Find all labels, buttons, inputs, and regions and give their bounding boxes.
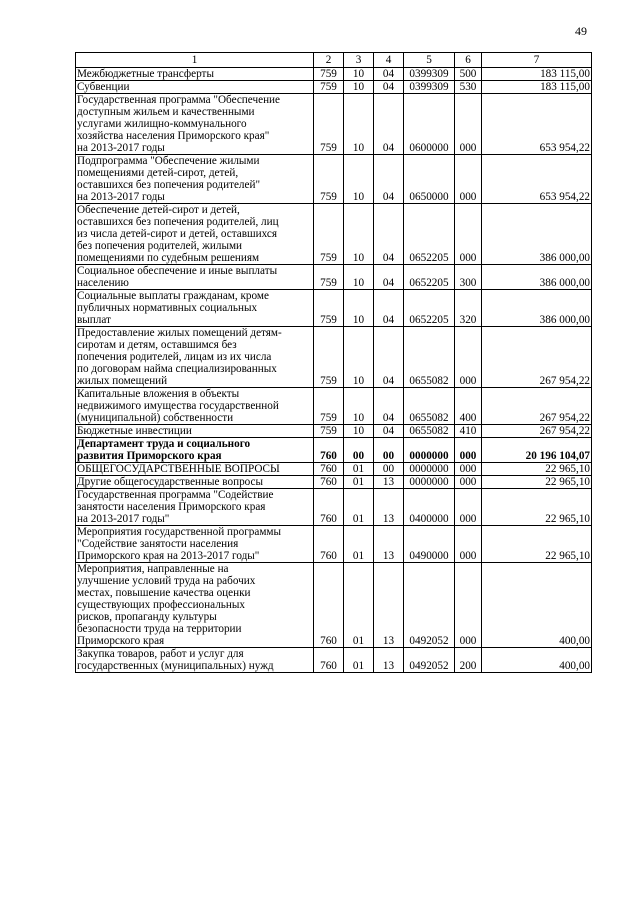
row-target-article: 0490000: [404, 526, 455, 563]
row-name: Другие общегосударственные вопросы: [76, 476, 314, 489]
row-vedomstvo: 759: [314, 388, 344, 425]
row-name: Закупка товаров, работ и услуг для государственных (муниципальных) нужд: [76, 648, 314, 673]
row-podrazdel: 13: [374, 648, 404, 673]
table-row: [76, 563, 592, 648]
table-row: [76, 489, 592, 526]
row-amount: 386 000,00: [482, 290, 592, 327]
row-vedomstvo: 759: [314, 290, 344, 327]
header-row: [76, 53, 592, 68]
table-row: [76, 438, 592, 463]
row-target-article: 0652205: [404, 204, 455, 265]
row-amount: 400,00: [482, 648, 592, 673]
row-target-article: 0399309: [404, 81, 455, 94]
row-target-article: 0000000: [404, 463, 455, 476]
row-expense-type: 000: [455, 563, 482, 648]
row-amount: 22 965,10: [482, 476, 592, 489]
row-target-article: 0492052: [404, 563, 455, 648]
col-header: 3: [344, 53, 374, 68]
row-name: Департамент труда и социального развития Приморского края: [76, 438, 314, 463]
row-name: Мероприятия государственной программы "Содействие занятости населения Приморского края на 2013-2017 годы": [76, 526, 314, 563]
col-header: 2: [314, 53, 344, 68]
row-name: ОБЩЕГОСУДАРСТВЕННЫЕ ВОПРОСЫ: [76, 463, 314, 476]
row-vedomstvo: 759: [314, 204, 344, 265]
row-vedomstvo: 760: [314, 489, 344, 526]
table-row: [76, 388, 592, 425]
row-podrazdel: 04: [374, 68, 404, 81]
row-podrazdel: 13: [374, 563, 404, 648]
row-podrazdel: 00: [374, 463, 404, 476]
row-expense-type: 530: [455, 81, 482, 94]
row-podrazdel: 04: [374, 155, 404, 204]
row-podrazdel: 13: [374, 489, 404, 526]
row-vedomstvo: 759: [314, 94, 344, 155]
row-podrazdel: 13: [374, 526, 404, 563]
row-expense-type: 000: [455, 463, 482, 476]
row-podrazdel: 04: [374, 94, 404, 155]
row-podrazdel: 04: [374, 388, 404, 425]
row-target-article: 0399309: [404, 68, 455, 81]
table-row: [76, 463, 592, 476]
row-target-article: 0652205: [404, 265, 455, 290]
row-target-article: 0655082: [404, 388, 455, 425]
table-row: [76, 94, 592, 155]
row-vedomstvo: 760: [314, 563, 344, 648]
row-name: Предоставление жилых помещений детям- сиротам и детям, оставшимся без попечения родителей, лицам из их числа по договорам найма специализированных жилых помещений: [76, 327, 314, 388]
row-vedomstvo: 760: [314, 438, 344, 463]
table-row: [76, 81, 592, 94]
row-amount: 400,00: [482, 563, 592, 648]
row-target-article: 0655082: [404, 425, 455, 438]
row-name: Государственная программа "Обеспечение доступным жильем и качественными услугами жилищно-коммунального хозяйства населения Приморского края" на 2013-2017 годы: [76, 94, 314, 155]
row-podrazdel: 13: [374, 476, 404, 489]
row-podrazdel: 04: [374, 425, 404, 438]
row-amount: 183 115,00: [482, 81, 592, 94]
row-razdel: 01: [344, 563, 374, 648]
row-razdel: 10: [344, 81, 374, 94]
row-razdel: 01: [344, 476, 374, 489]
row-razdel: 00: [344, 438, 374, 463]
table-row: [76, 68, 592, 81]
row-amount: 22 965,10: [482, 489, 592, 526]
row-podrazdel: 04: [374, 327, 404, 388]
row-expense-type: 410: [455, 425, 482, 438]
row-amount: 183 115,00: [482, 68, 592, 81]
table-row: [76, 204, 592, 265]
row-podrazdel: 04: [374, 265, 404, 290]
row-target-article: 0600000: [404, 94, 455, 155]
row-razdel: 10: [344, 155, 374, 204]
row-name: Социальное обеспечение и иные выплаты населению: [76, 265, 314, 290]
col-header: 4: [374, 53, 404, 68]
row-target-article: 0652205: [404, 290, 455, 327]
row-razdel: 01: [344, 489, 374, 526]
row-razdel: 01: [344, 463, 374, 476]
budget-table: [75, 52, 592, 673]
row-vedomstvo: 760: [314, 463, 344, 476]
row-amount: 653 954,22: [482, 94, 592, 155]
row-name: Субвенции: [76, 81, 314, 94]
table-row: [76, 526, 592, 563]
col-header: 7: [482, 53, 592, 68]
row-razdel: 10: [344, 68, 374, 81]
row-razdel: 01: [344, 526, 374, 563]
row-podrazdel: 00: [374, 438, 404, 463]
row-vedomstvo: 759: [314, 265, 344, 290]
col-header: 1: [76, 53, 314, 68]
row-expense-type: 320: [455, 290, 482, 327]
row-expense-type: 000: [455, 155, 482, 204]
row-target-article: 0650000: [404, 155, 455, 204]
row-name: Подпрограмма "Обеспечение жилыми помещениями детей-сирот, детей, оставшихся без попечения родителей" на 2013-2017 годы: [76, 155, 314, 204]
row-expense-type: 300: [455, 265, 482, 290]
row-expense-type: 000: [455, 489, 482, 526]
row-amount: 267 954,22: [482, 327, 592, 388]
row-vedomstvo: 760: [314, 648, 344, 673]
row-amount: 20 196 104,07: [482, 438, 592, 463]
row-razdel: 10: [344, 265, 374, 290]
col-header: 5: [404, 53, 455, 68]
row-expense-type: 000: [455, 204, 482, 265]
row-vedomstvo: 759: [314, 68, 344, 81]
row-vedomstvo: 759: [314, 81, 344, 94]
row-razdel: 10: [344, 290, 374, 327]
row-expense-type: 500: [455, 68, 482, 81]
row-name: Обеспечение детей-сирот и детей, оставшихся без попечения родителей, лиц из числа детей-сирот и детей, оставшихся без попечения родителей, жилыми помещениями по судебным решениям: [76, 204, 314, 265]
row-name: Мероприятия, направленные на улучшение условий труда на рабочих местах, повышение качества оценки существующих профессиональных рисков, пропаганду культуры безопасности труда на территории Приморского края: [76, 563, 314, 648]
table-row: [76, 648, 592, 673]
col-header: 6: [455, 53, 482, 68]
row-vedomstvo: 759: [314, 425, 344, 438]
page-number: 49: [575, 24, 587, 38]
row-razdel: 10: [344, 94, 374, 155]
row-amount: 22 965,10: [482, 463, 592, 476]
row-amount: 386 000,00: [482, 204, 592, 265]
row-vedomstvo: 759: [314, 327, 344, 388]
row-name: Капитальные вложения в объекты недвижимого имущества государственной (муниципальной) собственности: [76, 388, 314, 425]
row-vedomstvo: 759: [314, 155, 344, 204]
row-expense-type: 000: [455, 476, 482, 489]
row-podrazdel: 04: [374, 204, 404, 265]
row-name: Бюджетные инвестиции: [76, 425, 314, 438]
row-razdel: 10: [344, 204, 374, 265]
row-target-article: 0655082: [404, 327, 455, 388]
row-expense-type: 000: [455, 438, 482, 463]
row-target-article: 0000000: [404, 438, 455, 463]
row-expense-type: 200: [455, 648, 482, 673]
row-podrazdel: 04: [374, 290, 404, 327]
table-row: [76, 155, 592, 204]
row-razdel: 01: [344, 648, 374, 673]
row-name: Межбюджетные трансферты: [76, 68, 314, 81]
row-name: Социальные выплаты гражданам, кроме публичных нормативных социальных выплат: [76, 290, 314, 327]
table-row: [76, 265, 592, 290]
row-target-article: 0492052: [404, 648, 455, 673]
row-amount: 386 000,00: [482, 265, 592, 290]
row-amount: 22 965,10: [482, 526, 592, 563]
row-razdel: 10: [344, 327, 374, 388]
row-target-article: 0400000: [404, 489, 455, 526]
table-row: [76, 425, 592, 438]
row-amount: 267 954,22: [482, 425, 592, 438]
row-vedomstvo: 760: [314, 526, 344, 563]
row-expense-type: 000: [455, 94, 482, 155]
row-amount: 267 954,22: [482, 388, 592, 425]
row-amount: 653 954,22: [482, 155, 592, 204]
row-name: Государственная программа "Содействие занятости населения Приморского края на 2013-2017 годы": [76, 489, 314, 526]
row-target-article: 0000000: [404, 476, 455, 489]
row-vedomstvo: 760: [314, 476, 344, 489]
row-razdel: 10: [344, 388, 374, 425]
row-expense-type: 000: [455, 526, 482, 563]
row-expense-type: 400: [455, 388, 482, 425]
row-podrazdel: 04: [374, 81, 404, 94]
table-row: [76, 327, 592, 388]
row-expense-type: 000: [455, 327, 482, 388]
table-row: [76, 290, 592, 327]
table-row: [76, 476, 592, 489]
row-razdel: 10: [344, 425, 374, 438]
